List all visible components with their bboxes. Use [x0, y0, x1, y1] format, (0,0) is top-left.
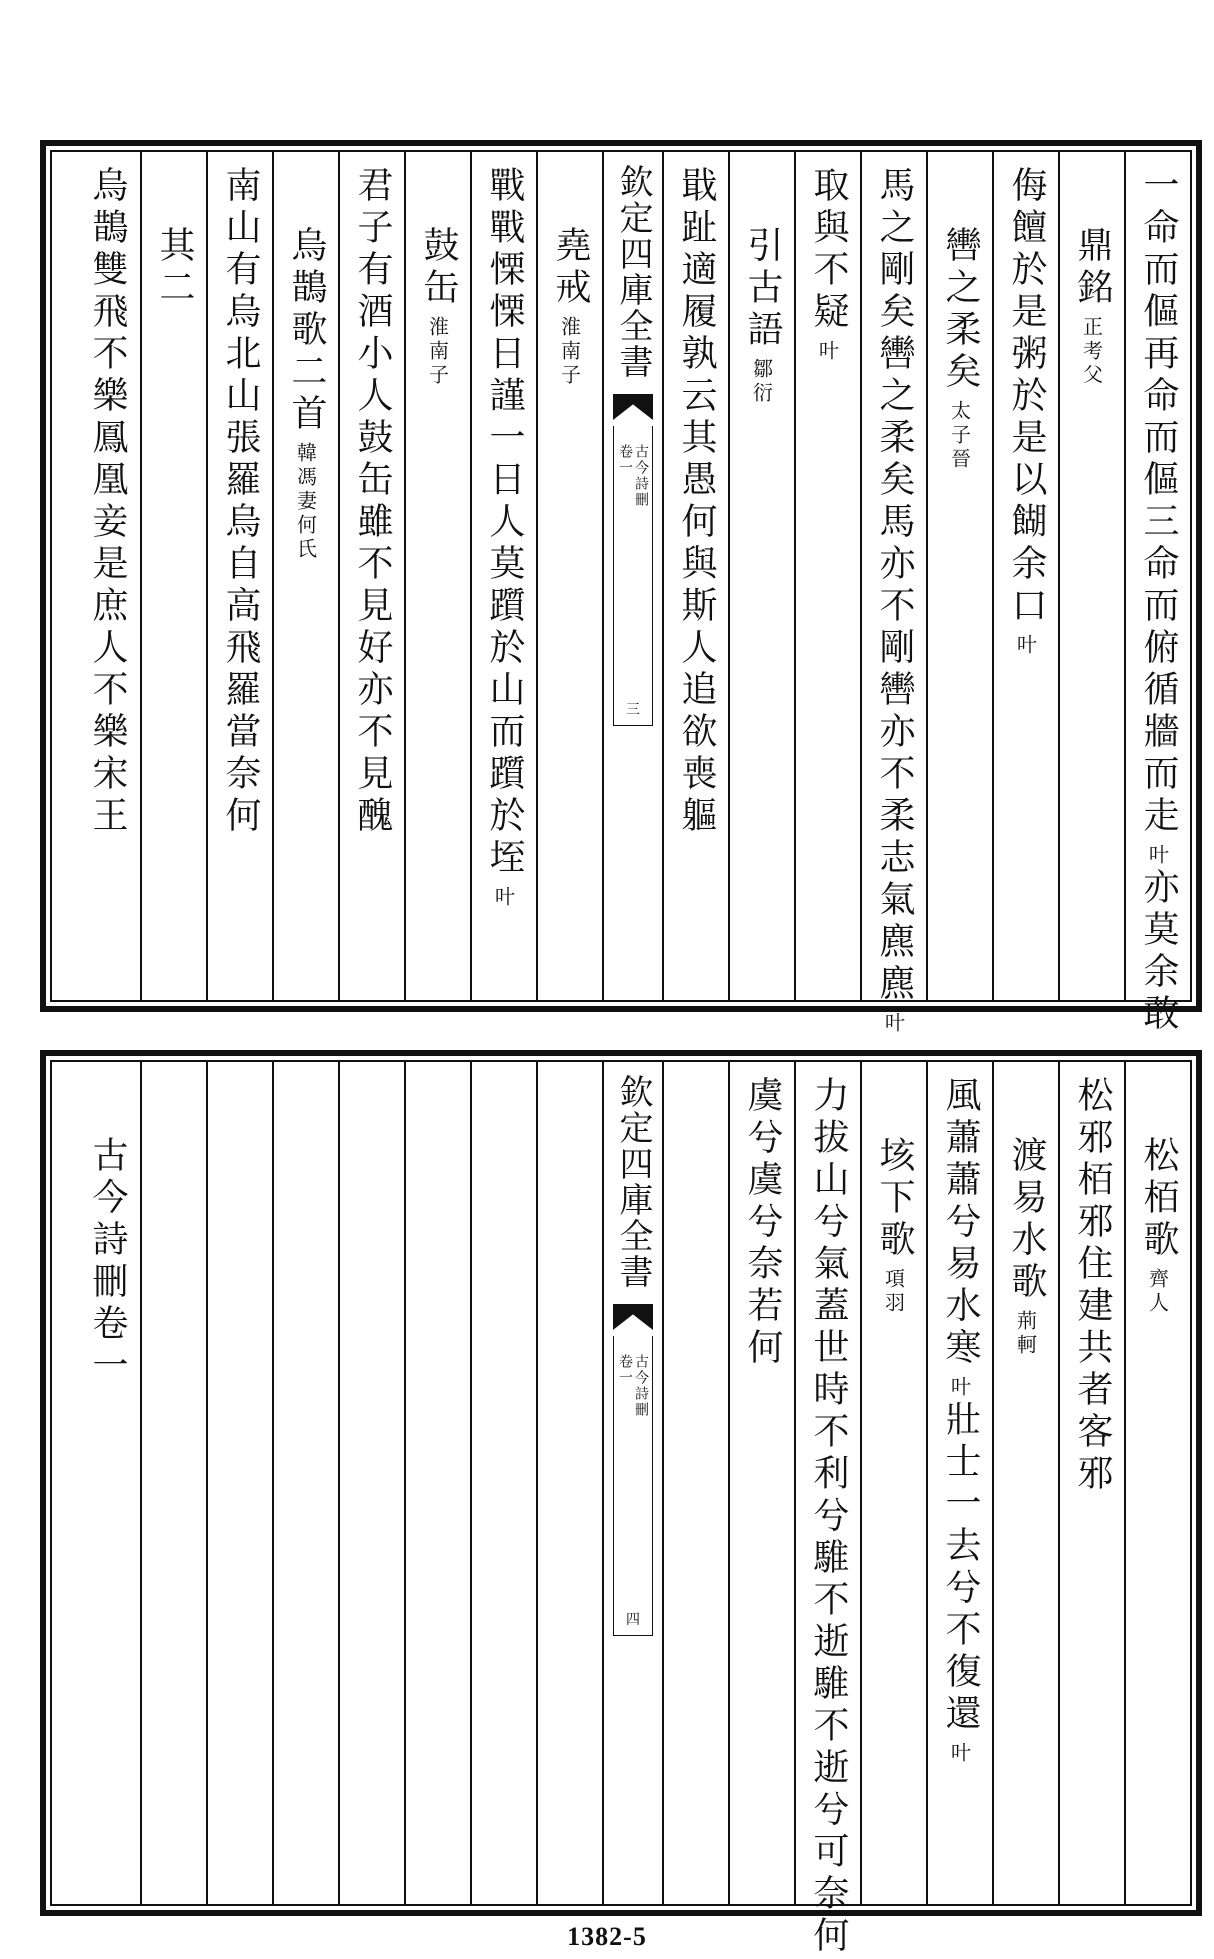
- verse-line: 侮饘於是粥於是以餬余口: [1006, 166, 1047, 628]
- column-title: [140, 152, 206, 1000]
- page-number: 1382-5: [567, 1922, 647, 1951]
- gutter-volume: 卷一: [617, 444, 633, 476]
- column-empty: [272, 1062, 338, 1904]
- book-title: 欽定四庫全書: [613, 164, 653, 380]
- column-title: [860, 1062, 926, 1904]
- column-text: [74, 152, 140, 1000]
- annotation: 叶: [1145, 844, 1170, 868]
- column-title: [926, 152, 992, 1000]
- poem-title: 轡之柔矣: [940, 226, 981, 394]
- column-text: [926, 1062, 992, 1904]
- verse-line: 風蕭蕭兮易水寒: [940, 1076, 981, 1370]
- author-note: 淮南子: [557, 316, 582, 388]
- column-title: [728, 152, 794, 1000]
- author-note: 淮南子: [425, 316, 450, 388]
- column-text: [1124, 152, 1190, 1036]
- book-title: 欽定四庫全書: [613, 1074, 653, 1290]
- verse-line: 馬之剛矣轡之柔矣馬亦不剛轡亦不柔志氣麃麃: [874, 166, 915, 1006]
- column-text: [338, 152, 404, 1000]
- author-note: 鄒衍: [749, 358, 774, 406]
- column-title: [992, 1062, 1058, 1904]
- column-title: [404, 152, 470, 1000]
- verse-line: 戰戰慄慄日謹一日人莫躓於山而躓於垤: [484, 166, 525, 880]
- annotation: 叶: [491, 886, 516, 910]
- poem-title: 堯戒: [550, 226, 591, 310]
- annotation: 叶: [947, 1742, 972, 1766]
- center-gutter: [602, 152, 662, 1000]
- top-page: [40, 140, 1202, 1036]
- annotation: 叶: [1013, 634, 1038, 658]
- author-note: 項羽: [881, 1268, 906, 1316]
- gutter-volume: 卷一: [617, 1354, 633, 1386]
- column-title: [1124, 1062, 1190, 1904]
- column-empty: [404, 1062, 470, 1904]
- gutter-page-number: 三: [626, 702, 640, 718]
- verse-line: 君子有酒小人鼓缶雖不見好亦不見醜: [352, 166, 393, 838]
- poem-title: 鼓缶: [418, 226, 459, 310]
- column-text: [992, 152, 1058, 1000]
- annotation: 叶: [947, 1376, 972, 1400]
- verse-line: 戢趾適履孰云其愚何與斯人追欲喪軀: [676, 166, 717, 838]
- column-text: [860, 152, 926, 1036]
- column-text: [470, 152, 536, 1000]
- verse-line: 力拔山兮氣蓋世時不利兮騅不逝騅不逝兮可奈何: [808, 1076, 849, 1958]
- poem-title: 引古語: [742, 226, 783, 352]
- center-gutter: [602, 1062, 662, 1904]
- poem-title: 松栢歌: [1138, 1136, 1179, 1262]
- author-note: 荊軻: [1013, 1310, 1038, 1358]
- column-text: [794, 152, 860, 1000]
- column-empty: [662, 1062, 728, 1904]
- volume-end-title: 古今詩刪卷一: [87, 1136, 128, 1388]
- verse-line: 南山有烏北山張羅烏自高飛羅當奈何: [220, 166, 261, 838]
- verse-line: 松邪栢邪住建共者客邪: [1072, 1076, 1113, 1496]
- gutter-subtitle: 古今詩刪: [633, 1354, 649, 1418]
- column-title: [536, 152, 602, 1000]
- column-text: [728, 1062, 794, 1904]
- column-empty: [140, 1062, 206, 1904]
- annotation: 叶: [815, 340, 840, 364]
- gutter-info: [613, 1336, 653, 1636]
- column-title: [1058, 152, 1124, 1000]
- verse-line: 虞兮虞兮奈若何: [742, 1076, 783, 1370]
- verse-line-continued: 亦莫余敢: [1138, 868, 1179, 1036]
- column-end-title: [74, 1062, 140, 1904]
- gutter-page-number: 四: [626, 1612, 640, 1628]
- author-note: 齊人: [1145, 1268, 1170, 1316]
- column-text: [794, 1062, 860, 1958]
- column-text: [662, 152, 728, 1000]
- poem-title: 鼎銘: [1072, 226, 1113, 310]
- fishtail-mark: [613, 394, 653, 420]
- column-empty: [206, 1062, 272, 1904]
- author-note: 正考父: [1079, 316, 1104, 388]
- gutter-subtitle: 古今詩刪: [633, 444, 649, 508]
- poem-title: 烏鵲歌二首: [286, 226, 327, 436]
- author-note: 韓馮妻何氏: [293, 442, 318, 562]
- verse-line: 一命而傴再命而傴三命而俯循牆而走: [1138, 166, 1179, 838]
- annotation: 叶: [881, 1012, 906, 1036]
- poem-title: 垓下歌: [874, 1136, 915, 1262]
- top-page-frame: [50, 150, 1192, 1036]
- column-empty: [470, 1062, 536, 1904]
- column-text: [206, 152, 272, 1000]
- author-note: 太子晉: [947, 400, 972, 472]
- fishtail-mark: [613, 1304, 653, 1330]
- gutter-info: [613, 426, 653, 726]
- column-empty: [338, 1062, 404, 1904]
- poem-title: 其二: [154, 226, 195, 310]
- verse-line: 取與不疑: [808, 166, 849, 334]
- column-text: [1058, 1062, 1124, 1904]
- column-empty: [536, 1062, 602, 1904]
- verse-line: 烏鵲雙飛不樂鳳凰妾是庶人不樂宋王: [87, 166, 128, 838]
- poem-title: 渡易水歌: [1006, 1136, 1047, 1304]
- column-title: [272, 152, 338, 1000]
- verse-line-continued: 壯士一去兮不復還: [940, 1400, 981, 1736]
